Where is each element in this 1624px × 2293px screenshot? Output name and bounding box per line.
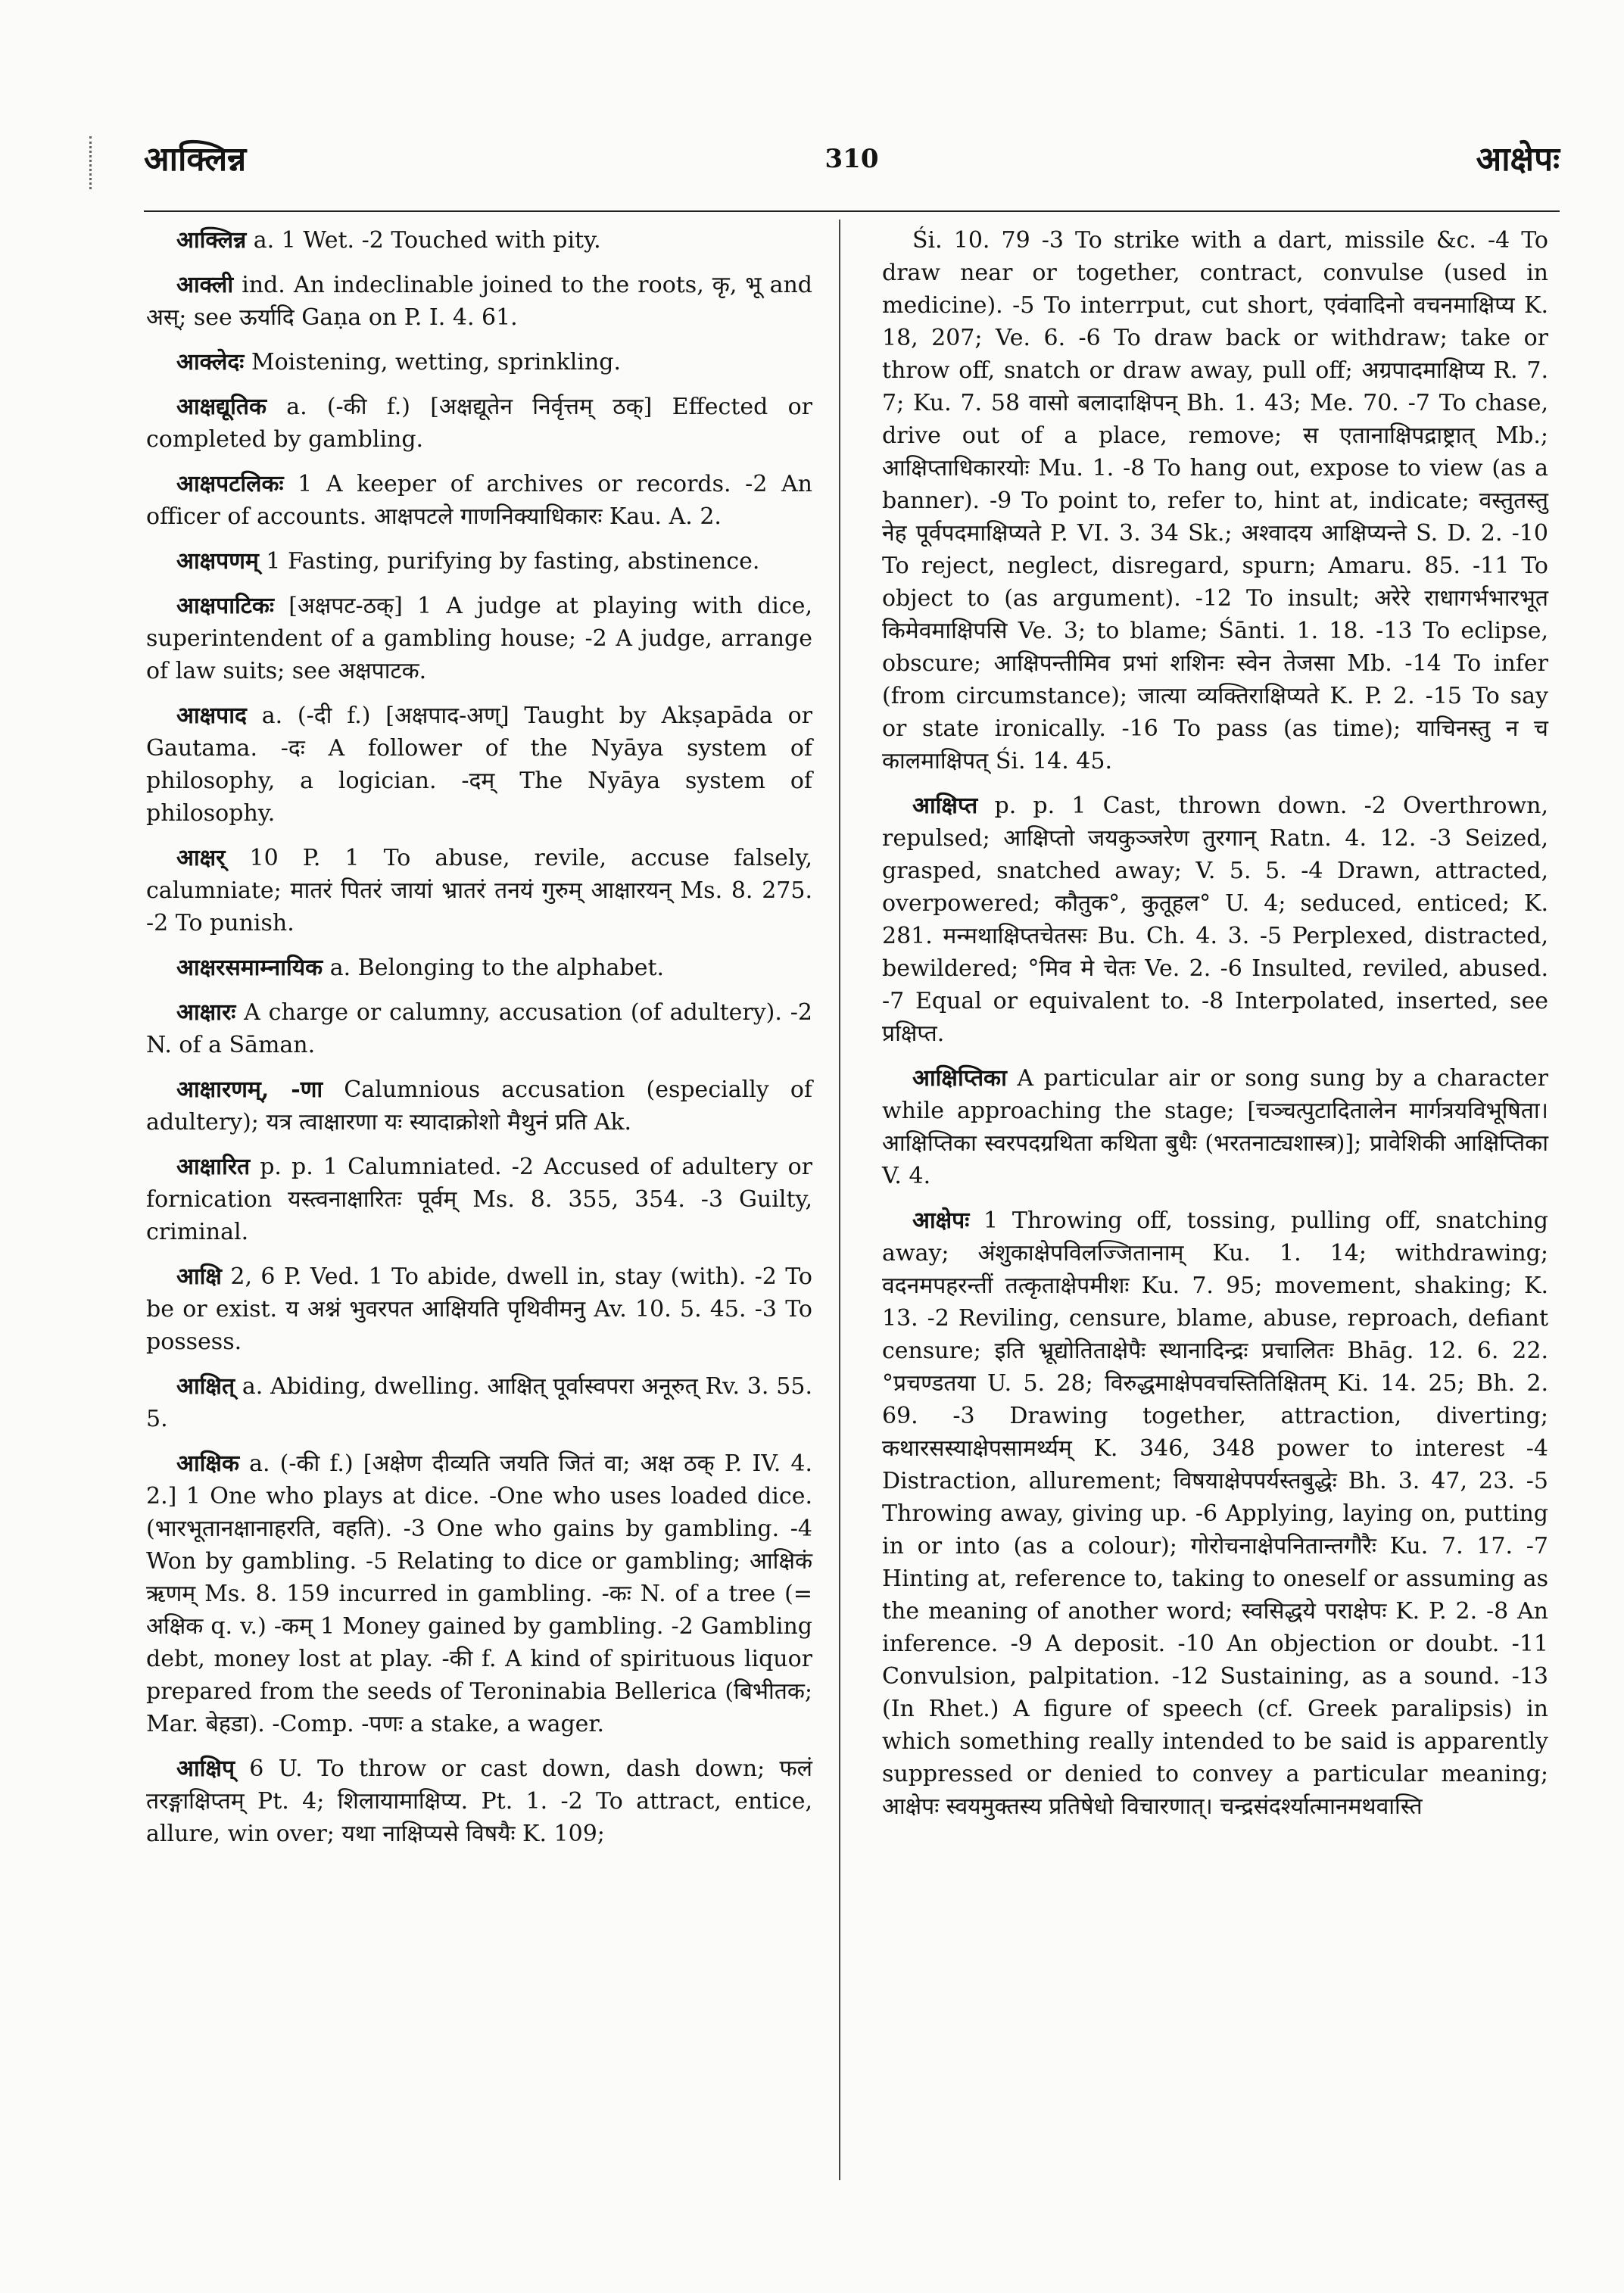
dictionary-entry	[882, 224, 1548, 777]
dictionary-entry	[146, 269, 812, 334]
entry-headword: आक्षित्	[176, 1373, 235, 1400]
dictionary-entry	[146, 1752, 812, 1850]
dictionary-entry	[146, 224, 812, 257]
entry-headword: आक्षारित	[176, 1154, 251, 1180]
entry-headword: आक्षपणम्	[176, 548, 259, 575]
entry-headword: आक्षिप्तिका	[912, 1065, 1007, 1092]
dictionary-entry	[146, 952, 812, 984]
entry-definition: a. 1 Wet. -2 Touched with pity.	[253, 227, 601, 254]
dictionary-entry	[146, 842, 812, 939]
dictionary-entry	[146, 346, 812, 379]
entry-headword: आक्षपाटिकः	[176, 593, 274, 619]
entry-definition: Moistening, wetting, sprinkling.	[251, 349, 622, 375]
entry-definition: [अक्षपट-ठक्] 1 A judge at playing with dice, superintendent of a gambling house; -2 A judge, arrange of law suits; see अक्षपाटक.	[146, 593, 812, 684]
dictionary-entry	[146, 1370, 812, 1435]
left-running-headword: आक्लिन्न	[144, 140, 247, 179]
entry-definition: 1 A keeper of archives or records. -2 An officer of accounts. आक्षपटले गाणनिक्याधिकारः Kau. A. 2.	[146, 471, 812, 530]
entry-headword: आक्षिप्	[176, 1756, 235, 1782]
entry-definition: Śi. 10. 79 -3 To strike with a dart, missile &c. -4 To draw near or together, contract, convulse (used in medicine). -5 To interrput, cut short, एवंवादिनो वचनमाक्षिप्य K. 18, 207; Ve. 6. -6 To draw back or withdraw; take or throw off, snatch or draw away, pull off; अग्रपादमाक्षिप्य R. 7. 7; Ku. 7. 58 वासो बलादाक्षिपन् Bh. 1. 43; Me. 70. -7 To chase, drive out of a place, remove; स एतानाक्षिपद्राष्ट्रात् Mb.; आक्षिप्ताधिकारयोः Mu. 1. -8 To hang out, expose to view (as a banner). -9 To point to, refer to, hint at, indicate; वस्तुतस्तु नेह पूर्वपदमाक्षिप्यते P. VI. 3. 34 Sk.; अश्वादय आक्षिप्यन्ते S. D. 2. -10 To reject, neglect, disregard, spurn; Amaru. 85. -11 To object to (as argument). -12 To insult; अरेरे राधागर्भभारभूत किमेवमाक्षिपसि Ve. 3; to blame; Śānti. 1. 18. -13 To eclipse, obscure; आक्षिपन्तीमिव प्रभां शशिनः स्वेन तेजसा Mb. -14 To infer (from circumstance); जात्या व्यक्तिराक्षिप्यते K. P. 2. -15 To say or state ironically. -16 To pass (as time); याचिनस्तु न च कालमाक्षिपत् Śi. 14. 45.	[882, 227, 1548, 774]
dictionary-entry	[146, 1073, 812, 1139]
entry-definition: 1 Fasting, purifying by fasting, abstinence.	[266, 548, 760, 575]
dictionary-entry	[146, 590, 812, 687]
entry-definition: 1 Throwing off, tossing, pulling off, snatching away; अंशुकाक्षेपविलज्जितानाम् Ku. 1. 14; withdrawing; वदनमपहरन्तीं तत्कृताक्षेपमीशः Ku. 7. 95; movement, shaking; K. 13. -2 Reviling, censure, blame, abuse, reproach, defiant censure; इति भ्रूद्योतिताक्षेपैः स्थानादिन्द्रः प्रचालितः Bhāg. 12. 6. 22. °प्रचण्डतया U. 5. 28; विरुद्धमाक्षेपवचस्तितिक्षितम् Ki. 14. 25; Bh. 2. 69. -3 Drawing together, attraction, diverting; कथारसस्याक्षेपसामर्थ्यम् K. 346, 348 power to interest -4 Distraction, allurement; विषयाक्षेपपर्यस्तबुद्धेः Bh. 3. 47, 23. -5 Throwing away, giving up. -6 Applying, laying on, putting in or into (as a colour); गोरोचनाक्षेपनितान्तगौरैः Ku. 7. 17. -7 Hinting at, reference to, taking to oneself or assuming as the meaning of another word; स्वसिद्धये पराक्षेपः K. P. 2. -8 An inference. -9 A deposit. -10 An objection or doubt. -11 Convulsion, palpitation. -12 Sustaining, as a sound. -13 (In Rhet.) A figure of speech (cf. Greek paralipsis) in which something really intended to be said is apparently suppressed or denied to convey a particular meaning; आक्षेपः स्वयमुक्तस्य प्रतिषेधो विचारणात्। चन्द्रसंदर्श्यात्मानमथवास्ति	[882, 1207, 1548, 1820]
dictionary-entry	[882, 790, 1548, 1050]
entry-definition: a. (-की f.) [अक्षद्यूतेन निर्वृत्तम् ठक्] Effected or completed by gambling.	[146, 394, 812, 453]
page-number: 310	[824, 144, 879, 174]
right-column	[882, 224, 1548, 1835]
dictionary-entry	[146, 996, 812, 1061]
dictionary-entry	[882, 1204, 1548, 1823]
page-header	[144, 114, 1560, 182]
entry-definition: ind. An indeclinable joined to the roots, कृ, भू and अस्; see ऊर्यादि Gaṇa on P. I. 4. 61.	[146, 272, 812, 331]
entry-headword: आक्षि	[176, 1263, 222, 1290]
dictionary-entry	[146, 1260, 812, 1358]
entry-headword: आक्षपटलिकः	[176, 471, 284, 497]
right-running-headword: आक्षेपः	[1476, 140, 1560, 179]
left-column	[146, 224, 812, 1862]
column-divider	[839, 220, 840, 2180]
entry-headword: आक्षिक	[176, 1450, 239, 1477]
entry-headword: आक्षपाद	[176, 703, 247, 729]
entry-definition: 2, 6 P. Ved. 1 To abide, dwell in, stay (with). -2 To be or exist. य अश्नं भुवरपत आक्षियति पृथिवीमनु Av. 10. 5. 45. -3 To possess.	[146, 1263, 812, 1355]
entry-headword: आक्ली	[176, 272, 234, 298]
dictionary-entry	[882, 1062, 1548, 1192]
dictionary-entry	[146, 391, 812, 456]
entry-headword: आक्षरसमाम्नायिक	[176, 955, 323, 981]
entry-headword: आक्लेदः	[176, 349, 245, 375]
entry-headword: आक्षिप्त	[912, 793, 978, 819]
dictionary-entry	[146, 545, 812, 578]
entry-definition: p. p. 1 Calumniated. -2 Accused of adultery or fornication यस्त्वनाक्षारितः पूर्वम् Ms. 8. 355, 354. -3 Guilty, criminal.	[146, 1154, 812, 1245]
entry-definition: 10 P. 1 To abuse, revile, accuse falsely, calumniate; मातरं पितरं जायां भ्रातरं तनयं गुरुम् आक्षारयन् Ms. 8. 275. -2 To punish.	[146, 845, 812, 936]
entry-definition: a. (-दी f.) [अक्षपाद-अण्] Taught by Akṣapāda or Gautama. -दः A follower of the Nyāya system of philosophy, a logician. -दम् The Nyāya system of philosophy.	[146, 703, 812, 827]
entry-definition: a. (-की f.) [अक्षेण दीव्यति जयति जितं वा; अक्ष ठक् P. IV. 4. 2.] 1 One who plays at dice. -One who uses loaded dice. (भारभूतानक्षानाहरति, वहति). -3 One who gains by gambling. -4 Won by gambling. -5 Relating to dice or gambling; आक्षिकं ऋणम् Ms. 8. 159 incurred in gambling. -कः N. of a tree (= अक्षिक q. v.) -कम् 1 Money gained by gambling. -2 Gambling debt, money lost at play. -की f. A kind of spirituous liquor prepared from the seeds of Teroninabia Bellerica (बिभीतक; Mar. बेहडा). -Comp. -पणः a stake, a wager.	[146, 1450, 812, 1737]
entry-headword: आक्लिन्न	[176, 227, 247, 254]
entry-headword: आक्षद्यूतिक	[176, 394, 267, 420]
entry-headword: आक्षारः	[176, 999, 236, 1026]
margin-marks	[89, 136, 95, 189]
entry-definition: p. p. 1 Cast, thrown down. -2 Overthrown, repulsed; आक्षिप्तो जयकुञ्जरेण तुरगान् Ratn. 4. 12. -3 Seized, grasped, snatched away; V. 5. 5. -4 Drawn, attracted, overpowered; कौतुक°, कुतूहल° U. 4; seduced, enticed; K. 281. मन्मथाक्षिप्तचेतसः Bu. Ch. 4. 3. -5 Perplexed, distracted, bewildered; °मिव मे चेतः Ve. 2. -6 Insulted, reviled, abused. -7 Equal or equivalent to. -8 Interpolated, inserted, see प्रक्षिप्त.	[882, 793, 1548, 1047]
dictionary-entry	[146, 699, 812, 830]
entry-definition: 6 U. To throw or cast down, dash down; फलं तरङ्गाक्षिप्तम् Pt. 4; शिलायामाक्षिप्य. Pt. 1. -2 To attract, entice, allure, win over; यथा नाक्षिप्यसे विषयैः K. 109;	[146, 1756, 813, 1847]
entry-definition: a. Abiding, dwelling. आक्षित् पूर्वास्वपरा अनूरुत् Rv. 3. 55. 5.	[146, 1373, 812, 1432]
header-rule	[144, 210, 1560, 212]
dictionary-entry	[146, 468, 812, 533]
entry-headword: आक्षेपः	[912, 1207, 970, 1234]
entry-headword: आक्षारणम्, -णा	[176, 1076, 323, 1103]
entry-definition: Calumnious accusation (especially of adultery); यत्र त्वाक्षारणा यः स्यादाक्रोशो मैथुनं प्रति Ak.	[146, 1076, 812, 1136]
entry-definition: A charge or calumny, accusation (of adultery). -2 N. of a Sāman.	[146, 999, 813, 1058]
entry-definition: A particular air or song sung by a character while approaching the stage; [चञ्चत्पुटादितालेन मार्गत्रयविभूषिता। आक्षिप्तिका स्वरपदग्रथिता कथिता बुधैः (भरतनाट्यशास्त्र)]; प्रावेशिकी आक्षिप्तिका V. 4.	[882, 1065, 1548, 1189]
entry-definition: a. Belonging to the alphabet.	[329, 955, 665, 981]
entry-headword: आक्षर्	[176, 845, 226, 871]
dictionary-entry	[146, 1151, 812, 1248]
dictionary-entry	[146, 1447, 812, 1740]
